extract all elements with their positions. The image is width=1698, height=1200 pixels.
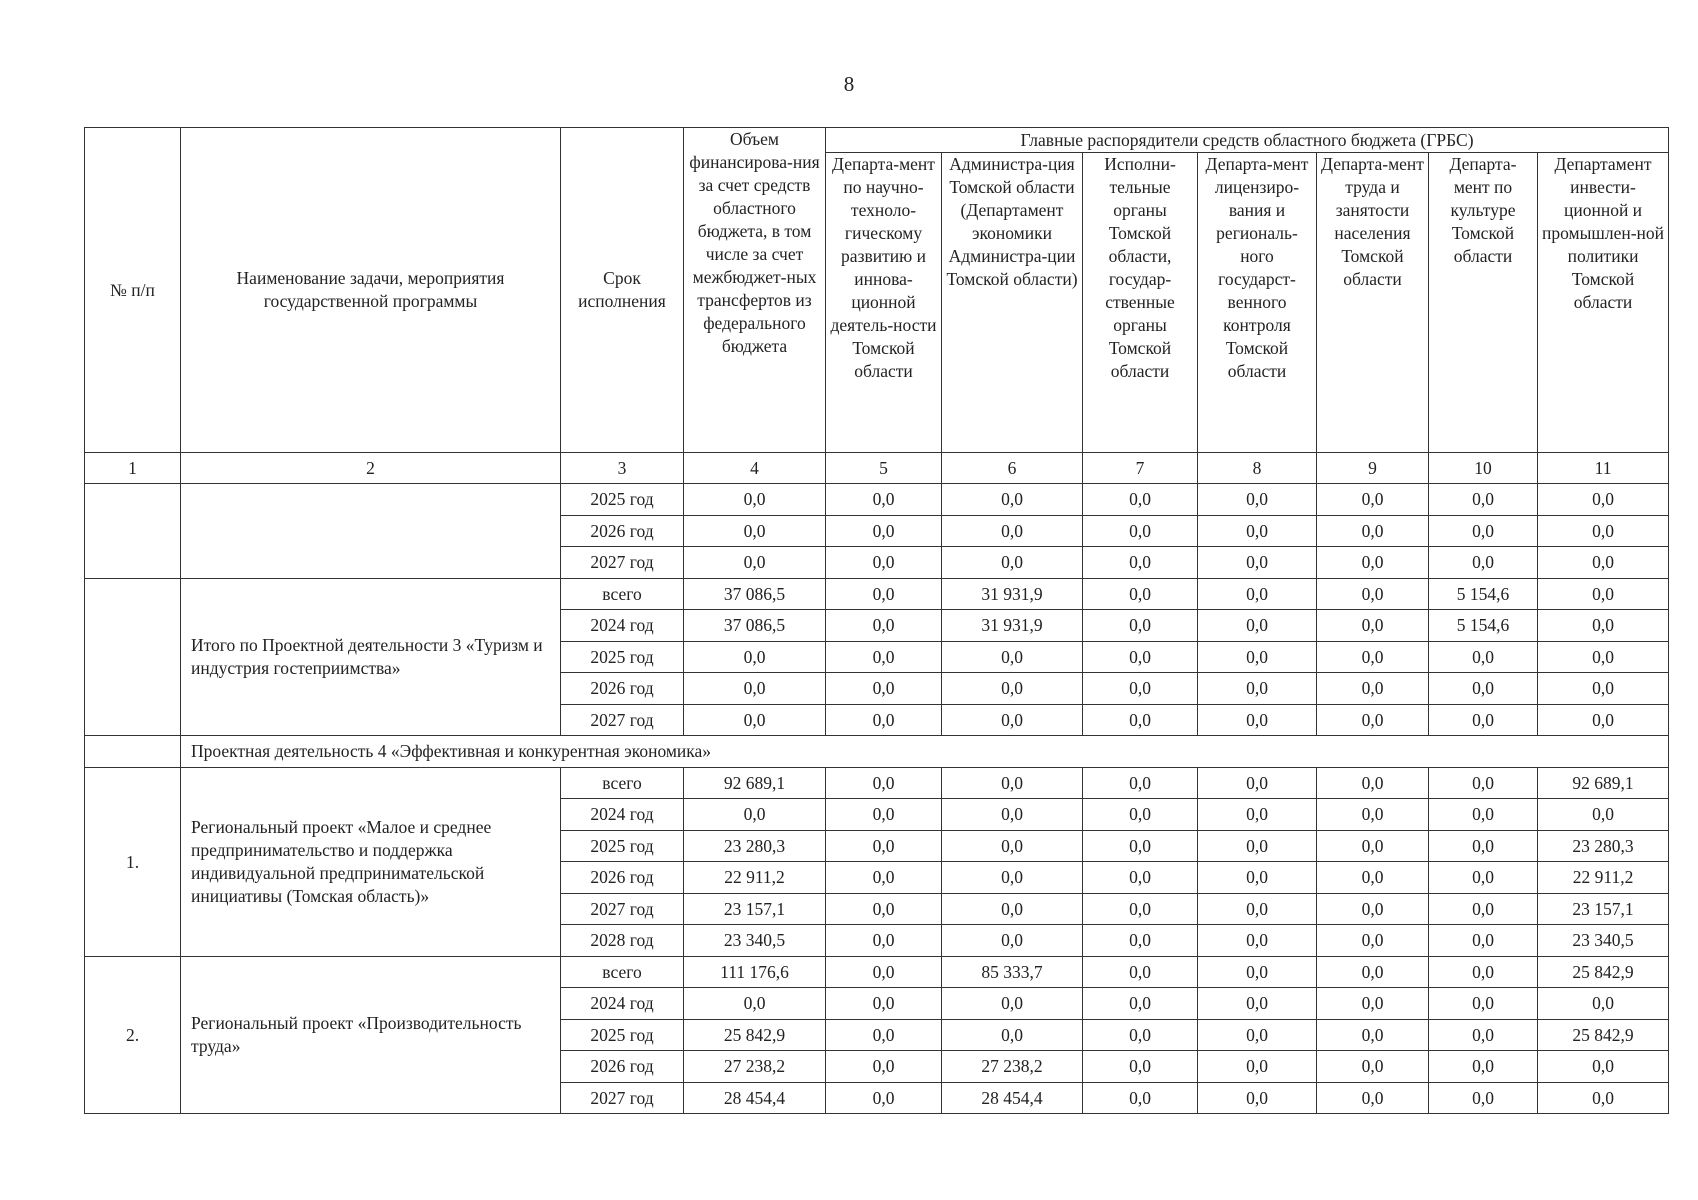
grbs-value-cell: 0,0 [1317,1051,1429,1083]
grbs-value-cell: 0,0 [942,799,1083,831]
grbs-value-cell: 0,0 [826,547,942,579]
grbs-value-cell: 0,0 [1538,673,1669,705]
volume-cell: 23 340,5 [684,925,826,957]
page-number: 8 [843,72,855,96]
grbs-value-cell: 0,0 [942,1019,1083,1051]
grbs-value-cell: 92 689,1 [1538,767,1669,799]
item-number [85,578,181,736]
grbs-value-cell: 0,0 [1198,1019,1317,1051]
column-number: 9 [1317,453,1429,484]
volume-cell: 37 086,5 [684,578,826,610]
grbs-value-cell: 0,0 [1317,1082,1429,1114]
volume-cell: 0,0 [684,704,826,736]
grbs-value-cell: 0,0 [1083,515,1198,547]
grbs-value-cell: 0,0 [1198,767,1317,799]
header-term: Срок исполнения [561,128,684,453]
column-number: 8 [1198,453,1317,484]
term-cell: 2026 год [561,515,684,547]
grbs-value-cell: 0,0 [1317,515,1429,547]
volume-cell: 0,0 [684,988,826,1020]
grbs-value-cell: 0,0 [1083,925,1198,957]
term-cell: 2025 год [561,830,684,862]
term-cell: всего [561,767,684,799]
grbs-value-cell: 0,0 [1538,578,1669,610]
grbs-value-cell: 0,0 [826,1082,942,1114]
grbs-value-cell: 0,0 [1317,862,1429,894]
grbs-value-cell: 85 333,7 [942,956,1083,988]
header-dept-investment: Департамент инвести-ционной и промышлен-ной политики Томской области [1538,153,1669,453]
item-name: Региональный проект «Производительность труда» [181,956,561,1114]
volume-cell: 0,0 [684,799,826,831]
grbs-value-cell: 0,0 [1198,547,1317,579]
grbs-value-cell: 0,0 [1317,799,1429,831]
header-row [85,128,1669,153]
grbs-value-cell: 0,0 [942,988,1083,1020]
grbs-value-cell: 0,0 [826,610,942,642]
column-number: 6 [942,453,1083,484]
grbs-value-cell: 0,0 [942,484,1083,516]
grbs-value-cell: 0,0 [1429,704,1538,736]
grbs-value-cell: 5 154,6 [1429,610,1538,642]
grbs-value-cell: 0,0 [1429,515,1538,547]
grbs-value-cell: 0,0 [1198,673,1317,705]
grbs-value-cell: 0,0 [1083,1051,1198,1083]
volume-cell: 37 086,5 [684,610,826,642]
term-cell: 2025 год [561,1019,684,1051]
grbs-value-cell: 0,0 [1198,799,1317,831]
column-number: 3 [561,453,684,484]
grbs-value-cell: 0,0 [826,1051,942,1083]
volume-cell: 0,0 [684,515,826,547]
grbs-value-cell: 0,0 [942,893,1083,925]
term-cell: всего [561,956,684,988]
section-row [85,736,1669,768]
column-numbers-row [85,453,1669,484]
grbs-value-cell: 31 931,9 [942,610,1083,642]
grbs-value-cell: 0,0 [1198,830,1317,862]
grbs-value-cell: 0,0 [826,830,942,862]
grbs-value-cell: 0,0 [826,925,942,957]
grbs-value-cell: 0,0 [1198,515,1317,547]
grbs-value-cell: 0,0 [1198,893,1317,925]
grbs-value-cell: 0,0 [1538,799,1669,831]
volume-cell: 25 842,9 [684,1019,826,1051]
grbs-value-cell: 0,0 [1317,547,1429,579]
grbs-value-cell: 23 340,5 [1538,925,1669,957]
header-dept-science: Департа-мент по научно-техноло-гическому развитию и иннова-ционной деятель-ности Томской области [826,153,942,453]
grbs-value-cell: 27 238,2 [942,1051,1083,1083]
grbs-value-cell: 0,0 [1538,988,1669,1020]
grbs-value-cell: 0,0 [1198,925,1317,957]
grbs-value-cell: 0,0 [1538,610,1669,642]
grbs-value-cell: 0,0 [1083,767,1198,799]
table-header [85,128,1669,484]
grbs-value-cell: 0,0 [1317,484,1429,516]
header-num: № п/п [85,128,181,453]
grbs-value-cell: 0,0 [1083,484,1198,516]
grbs-value-cell: 0,0 [1429,988,1538,1020]
header-dept-administration: Администра-ция Томской области (Департамент экономики Администра-ции Томской области) [942,153,1083,453]
grbs-value-cell: 0,0 [1083,704,1198,736]
grbs-value-cell: 0,0 [1198,484,1317,516]
grbs-value-cell: 0,0 [1198,862,1317,894]
grbs-value-cell: 0,0 [826,704,942,736]
grbs-value-cell: 0,0 [826,893,942,925]
grbs-value-cell: 0,0 [1538,547,1669,579]
grbs-value-cell: 0,0 [1317,988,1429,1020]
volume-cell: 27 238,2 [684,1051,826,1083]
grbs-value-cell: 0,0 [1538,1051,1669,1083]
grbs-value-cell: 0,0 [1429,925,1538,957]
section-title: Проектная деятельность 4 «Эффективная и конкурентная экономика» [181,736,1669,768]
volume-cell: 23 157,1 [684,893,826,925]
term-cell: 2024 год [561,610,684,642]
term-cell: 2025 год [561,484,684,516]
grbs-value-cell: 0,0 [826,484,942,516]
grbs-value-cell: 0,0 [1429,1051,1538,1083]
grbs-value-cell: 0,0 [1538,515,1669,547]
grbs-value-cell: 23 280,3 [1538,830,1669,862]
grbs-value-cell: 0,0 [1429,1019,1538,1051]
grbs-value-cell: 0,0 [1198,578,1317,610]
grbs-value-cell: 0,0 [1429,1082,1538,1114]
budget-table [84,127,1669,1114]
column-number: 10 [1429,453,1538,484]
volume-cell: 0,0 [684,673,826,705]
table-row [85,767,1669,799]
grbs-value-cell: 0,0 [1083,893,1198,925]
grbs-value-cell: 0,0 [826,988,942,1020]
column-number: 5 [826,453,942,484]
grbs-value-cell: 0,0 [1198,704,1317,736]
grbs-value-cell: 0,0 [826,578,942,610]
term-cell: 2027 год [561,704,684,736]
column-number: 1 [85,453,181,484]
term-cell: 2026 год [561,862,684,894]
grbs-value-cell: 0,0 [826,862,942,894]
volume-cell: 28 454,4 [684,1082,826,1114]
section-num-cell [85,736,181,768]
grbs-value-cell: 0,0 [942,830,1083,862]
grbs-value-cell: 0,0 [942,767,1083,799]
column-number: 7 [1083,453,1198,484]
grbs-value-cell: 0,0 [826,641,942,673]
term-cell: 2025 год [561,641,684,673]
grbs-value-cell: 28 454,4 [942,1082,1083,1114]
header-dept-labor: Департа-мент труда и занятости населения Томской области [1317,153,1429,453]
column-number: 2 [181,453,561,484]
volume-cell: 23 280,3 [684,830,826,862]
grbs-value-cell: 0,0 [1083,988,1198,1020]
grbs-value-cell: 0,0 [1083,956,1198,988]
grbs-value-cell: 0,0 [1538,641,1669,673]
grbs-value-cell: 0,0 [1083,1082,1198,1114]
grbs-value-cell: 0,0 [826,767,942,799]
grbs-value-cell: 0,0 [1429,799,1538,831]
grbs-value-cell: 0,0 [1429,767,1538,799]
grbs-value-cell: 0,0 [1083,610,1198,642]
grbs-value-cell: 0,0 [1317,641,1429,673]
item-number: 1. [85,767,181,956]
header-name: Наименование задачи, мероприятия государственной программы [181,128,561,453]
grbs-value-cell: 0,0 [1317,673,1429,705]
grbs-value-cell: 0,0 [1317,830,1429,862]
grbs-value-cell: 0,0 [1083,1019,1198,1051]
term-cell: 2027 год [561,547,684,579]
volume-cell: 0,0 [684,547,826,579]
grbs-value-cell: 0,0 [1083,862,1198,894]
grbs-value-cell: 22 911,2 [1538,862,1669,894]
grbs-value-cell: 0,0 [1429,862,1538,894]
item-number: 2. [85,956,181,1114]
grbs-value-cell: 0,0 [1198,1082,1317,1114]
table-body [85,484,1669,1114]
volume-cell: 0,0 [684,484,826,516]
grbs-value-cell: 0,0 [826,799,942,831]
table-row [85,956,1669,988]
item-name: Итого по Проектной деятельности 3 «Туризм и индустрия гостеприимства» [181,578,561,736]
column-number: 4 [684,453,826,484]
grbs-value-cell: 0,0 [1317,704,1429,736]
item-number [85,484,181,579]
grbs-value-cell: 0,0 [1317,893,1429,925]
grbs-value-cell: 0,0 [1429,956,1538,988]
grbs-value-cell: 0,0 [1538,704,1669,736]
grbs-value-cell: 0,0 [1317,578,1429,610]
grbs-value-cell: 0,0 [942,925,1083,957]
grbs-value-cell: 0,0 [1317,925,1429,957]
term-cell: 2027 год [561,1082,684,1114]
grbs-value-cell: 0,0 [1429,893,1538,925]
term-cell: 2026 год [561,1051,684,1083]
grbs-value-cell: 0,0 [942,704,1083,736]
term-cell: 2024 год [561,799,684,831]
grbs-value-cell: 0,0 [1429,547,1538,579]
grbs-value-cell: 0,0 [826,956,942,988]
grbs-value-cell: 0,0 [826,515,942,547]
grbs-value-cell: 25 842,9 [1538,956,1669,988]
item-name [181,484,561,579]
header-dept-licensing: Департа-мент лицензиро-вания и региональ-ного государст-венного контроля Томской области [1198,153,1317,453]
grbs-value-cell: 0,0 [1538,484,1669,516]
grbs-value-cell: 0,0 [1429,641,1538,673]
grbs-value-cell: 0,0 [1198,641,1317,673]
column-number: 11 [1538,453,1669,484]
grbs-value-cell: 0,0 [942,641,1083,673]
table-row [85,578,1669,610]
grbs-value-cell: 0,0 [1317,767,1429,799]
grbs-value-cell: 0,0 [1083,578,1198,610]
grbs-value-cell: 0,0 [1429,830,1538,862]
volume-cell: 0,0 [684,641,826,673]
grbs-value-cell: 0,0 [1083,547,1198,579]
grbs-value-cell: 0,0 [1198,956,1317,988]
grbs-value-cell: 0,0 [1198,610,1317,642]
term-cell: 2027 год [561,893,684,925]
grbs-value-cell: 0,0 [1429,484,1538,516]
volume-cell: 92 689,1 [684,767,826,799]
grbs-value-cell: 0,0 [1538,1082,1669,1114]
grbs-value-cell: 23 157,1 [1538,893,1669,925]
grbs-value-cell: 0,0 [942,515,1083,547]
term-cell: 2024 год [561,988,684,1020]
header-volume: Объем финансирова-ния за счет средств областного бюджета, в том числе за счет межбюджет-ных трансфертов из федерального бюджета [684,128,826,453]
grbs-value-cell: 0,0 [1083,673,1198,705]
volume-cell: 111 176,6 [684,956,826,988]
grbs-value-cell: 0,0 [1083,830,1198,862]
grbs-value-cell: 0,0 [942,862,1083,894]
grbs-value-cell: 5 154,6 [1429,578,1538,610]
term-cell: всего [561,578,684,610]
header-dept-culture: Департа-мент по культуре Томской области [1429,153,1538,453]
grbs-value-cell: 0,0 [1083,641,1198,673]
grbs-value-cell: 0,0 [1317,610,1429,642]
grbs-value-cell: 0,0 [826,1019,942,1051]
grbs-value-cell: 0,0 [1198,1051,1317,1083]
volume-cell: 22 911,2 [684,862,826,894]
table-row [85,484,1669,516]
grbs-value-cell: 0,0 [1317,956,1429,988]
grbs-value-cell: 31 931,9 [942,578,1083,610]
grbs-value-cell: 0,0 [1083,799,1198,831]
item-name: Региональный проект «Малое и среднее предпринимательство и поддержка индивидуальной предпринимательской инициативы (Томская область)» [181,767,561,956]
grbs-value-cell: 25 842,9 [1538,1019,1669,1051]
term-cell: 2026 год [561,673,684,705]
grbs-value-cell: 0,0 [942,547,1083,579]
grbs-value-cell: 0,0 [1198,988,1317,1020]
grbs-value-cell: 0,0 [1429,673,1538,705]
term-cell: 2028 год [561,925,684,957]
grbs-value-cell: 0,0 [1317,1019,1429,1051]
header-grbs: Главные распорядители средств областного бюджета (ГРБС) [826,128,1669,153]
grbs-value-cell: 0,0 [942,673,1083,705]
header-dept-executive-bodies: Исполни-тельные органы Томской области, государ-ственные органы Томской области [1083,153,1198,453]
grbs-value-cell: 0,0 [826,673,942,705]
